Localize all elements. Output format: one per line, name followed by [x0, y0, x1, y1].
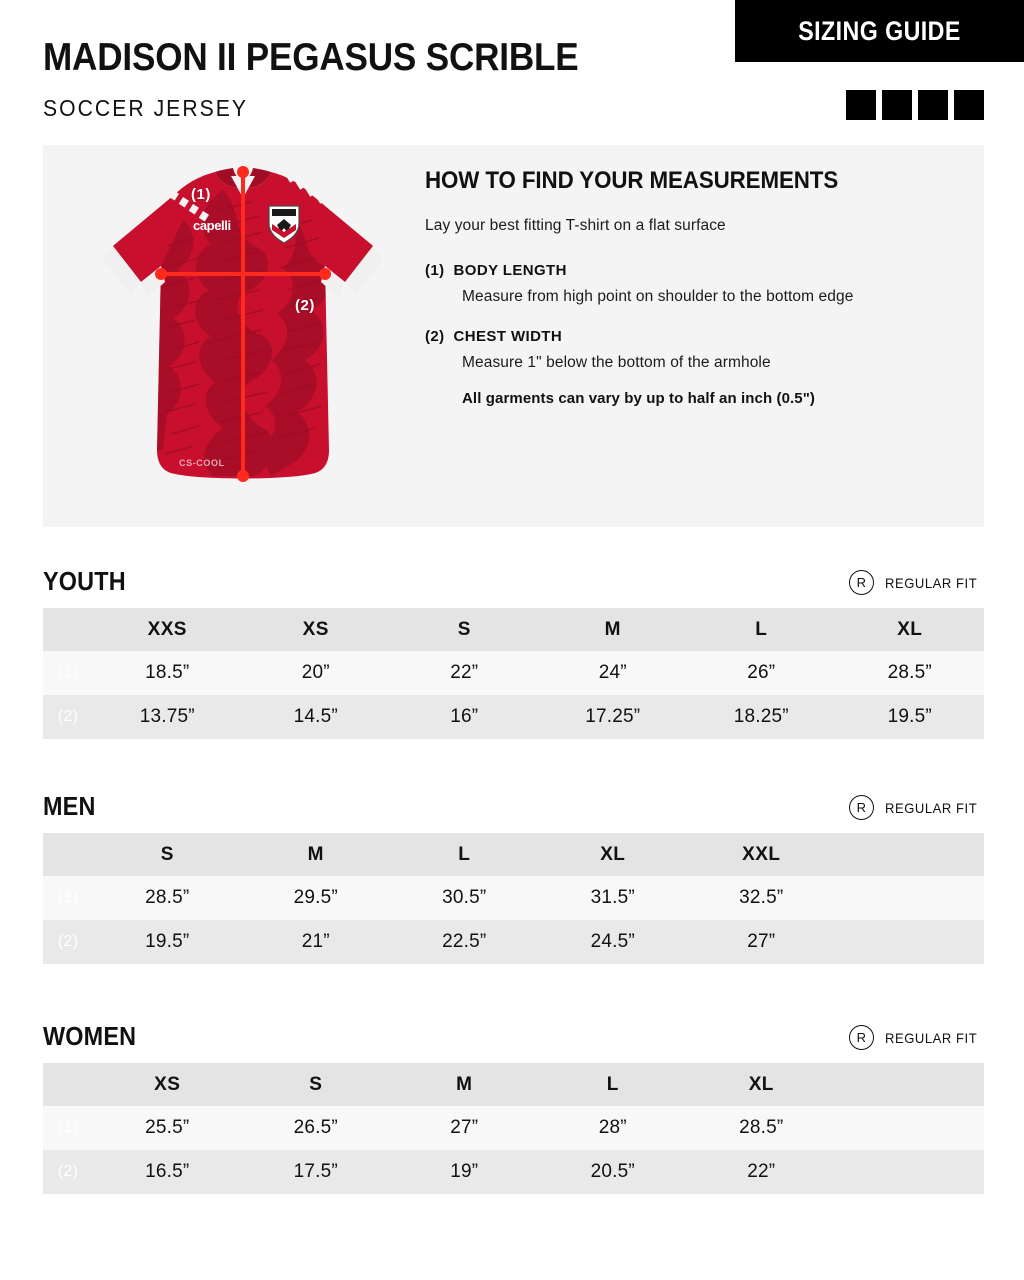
variance-note: All garments can vary by up to half an inch (0.5"): [462, 390, 816, 407]
instruction-description: Measure from high point on shoulder to the bottom edge: [462, 288, 854, 305]
table-column-header: [836, 1063, 985, 1106]
label-col-header: [43, 608, 93, 651]
table-header-row: [43, 833, 984, 876]
table-column-header: [539, 1063, 688, 1106]
table-cell: [93, 695, 242, 739]
label-col-header: [43, 1063, 93, 1106]
measurement-value: 28.5”: [145, 887, 190, 908]
section-header: [43, 568, 984, 606]
table-row: [43, 876, 984, 920]
color-swatch-list: [846, 90, 984, 120]
table-cell: [539, 695, 688, 739]
size-table-men: [43, 833, 984, 964]
fit-badge-women: [849, 1025, 984, 1050]
measurement-value: 16”: [450, 706, 479, 727]
table-column-header: [687, 1063, 836, 1106]
table-column-header: [390, 833, 539, 876]
measurement-value: 29.5”: [293, 887, 338, 908]
table-cell: [836, 695, 985, 739]
measurement-value: 20”: [301, 662, 330, 683]
size-label: L: [606, 1073, 619, 1095]
table-cell: [539, 1150, 688, 1194]
size-label: M: [307, 843, 324, 865]
table-cell: [687, 651, 836, 695]
table-cell: [93, 651, 242, 695]
table-cell: [390, 1106, 539, 1150]
measurement-value: 21”: [301, 931, 330, 952]
measurement-value: 26.5”: [293, 1117, 338, 1138]
measurement-value: 26”: [747, 662, 776, 683]
jersey-chest-width-marker: (2): [295, 297, 315, 314]
measurement-value: 31.5”: [590, 887, 635, 908]
fit-label: REGULAR FIT: [884, 799, 978, 816]
fit-label: REGULAR FIT: [884, 574, 978, 591]
page-title: MADISON II PEGASUS SCRIBLE: [43, 36, 579, 79]
table-cell: [242, 876, 391, 920]
fit-badge-men: [849, 795, 984, 820]
table-cell: [687, 695, 836, 739]
measurement-value: 19.5”: [887, 706, 932, 727]
table-cell: [687, 1106, 836, 1150]
table-column-header: [93, 1063, 242, 1106]
table-cell: [390, 876, 539, 920]
table-cell: [539, 651, 688, 695]
table-column-header: [242, 608, 391, 651]
table-cell: [242, 695, 391, 739]
instructions-title: HOW TO FIND YOUR MEASUREMENTS: [425, 167, 839, 194]
table-cell: [836, 876, 985, 920]
size-section-women: [43, 1023, 984, 1194]
fit-badge-youth: [849, 570, 984, 595]
page-subtitle: SOCCER JERSEY: [43, 95, 249, 121]
measurement-value: 14.5”: [293, 706, 338, 727]
instruction-item-body-length: [425, 262, 965, 306]
measurement-value: 24”: [598, 662, 627, 683]
table-column-header: [390, 1063, 539, 1106]
instructions-lead: Lay your best fitting T-shirt on a flat surface: [425, 217, 726, 234]
instruction-description: Measure 1" below the bottom of the armhole: [462, 354, 771, 371]
instruction-item-chest-width: [425, 328, 965, 372]
table-cell: [242, 920, 391, 964]
jersey-illustration: [73, 150, 413, 522]
row-label: (2): [43, 920, 93, 964]
size-label: S: [457, 618, 471, 640]
row-label: (2): [43, 1150, 93, 1194]
table-cell: [836, 651, 985, 695]
instruction-heading: [425, 328, 965, 345]
section-header: [43, 793, 984, 831]
section-title-men: MEN: [43, 791, 96, 821]
table-cell: [539, 1106, 688, 1150]
color-swatch[interactable]: [954, 90, 984, 120]
label-col-header: [43, 833, 93, 876]
measurement-value: 22”: [747, 1161, 776, 1182]
table-column-header: [836, 833, 985, 876]
size-label: L: [755, 618, 768, 640]
table-cell: [93, 1106, 242, 1150]
regular-fit-icon: R: [849, 795, 874, 820]
table-cell: [539, 920, 688, 964]
section-title-women: WOMEN: [43, 1021, 137, 1051]
table-cell: [242, 651, 391, 695]
table-cell: [687, 1150, 836, 1194]
table-column-header: [390, 608, 539, 651]
size-label: S: [309, 1073, 323, 1095]
size-table-women: [43, 1063, 984, 1194]
table-cell: [836, 1150, 985, 1194]
measurement-value: 18.5”: [145, 662, 190, 683]
measurement-value: 27”: [450, 1117, 479, 1138]
row-label: (1): [43, 1106, 93, 1150]
size-label: XL: [897, 618, 923, 640]
measurement-value: 13.75”: [139, 706, 195, 727]
size-label: XL: [600, 843, 626, 865]
jersey-graphic: [73, 150, 413, 522]
measurement-value: 19.5”: [145, 931, 190, 952]
table-header-row: [43, 1063, 984, 1106]
table-column-header: [539, 608, 688, 651]
regular-fit-icon: R: [849, 1025, 874, 1050]
measurement-value: 28.5”: [739, 1117, 784, 1138]
measurement-value: 24.5”: [590, 931, 635, 952]
table-header-row: [43, 608, 984, 651]
instruction-number: (2): [425, 328, 445, 345]
table-column-header: [242, 833, 391, 876]
size-label: XL: [748, 1073, 774, 1095]
table-cell: [390, 1150, 539, 1194]
table-row: [43, 1106, 984, 1150]
table-cell: [836, 1106, 985, 1150]
instruction-heading: [425, 262, 965, 279]
measurement-value: 25.5”: [145, 1117, 190, 1138]
table-cell: [687, 876, 836, 920]
size-label: XXS: [147, 618, 187, 640]
table-column-header: [687, 833, 836, 876]
hero-panel: [43, 145, 984, 527]
table-column-header: [539, 833, 688, 876]
row-label: (1): [43, 876, 93, 920]
table-cell: [390, 695, 539, 739]
table-cell: [93, 1150, 242, 1194]
sizing-guide-banner-label: SIZING GUIDE: [798, 15, 961, 46]
row-label: (1): [43, 651, 93, 695]
instruction-name: CHEST WIDTH: [453, 328, 563, 345]
table-cell: [390, 651, 539, 695]
table-cell: [836, 920, 985, 964]
instruction-number: (1): [425, 262, 445, 279]
table-column-header: [93, 608, 242, 651]
measurement-value: 19”: [450, 1161, 479, 1182]
table-cell: [242, 1106, 391, 1150]
table-column-header: [687, 608, 836, 651]
row-label: (2): [43, 695, 93, 739]
measurement-instructions: [425, 167, 965, 407]
size-label: L: [458, 843, 471, 865]
table-row: [43, 695, 984, 739]
table-cell: [93, 876, 242, 920]
section-title-youth: YOUTH: [43, 566, 126, 596]
regular-fit-icon: R: [849, 570, 874, 595]
section-header: [43, 1023, 984, 1061]
color-swatch[interactable]: [918, 90, 948, 120]
measurement-value: 28.5”: [887, 662, 932, 683]
size-label: M: [604, 618, 621, 640]
size-section-youth: [43, 568, 984, 739]
table-cell: [539, 876, 688, 920]
table-cell: [93, 920, 242, 964]
size-label: XS: [302, 618, 329, 640]
measurement-value: 28”: [598, 1117, 627, 1138]
fit-label: REGULAR FIT: [884, 1029, 978, 1046]
table-cell: [242, 1150, 391, 1194]
measurement-value: 22.5”: [442, 931, 487, 952]
color-swatch[interactable]: [882, 90, 912, 120]
size-label: M: [456, 1073, 473, 1095]
instruction-name: BODY LENGTH: [453, 262, 567, 279]
measurement-value: 17.25”: [585, 706, 641, 727]
measurement-value: 27”: [747, 931, 776, 952]
table-row: [43, 920, 984, 964]
table-column-header: [242, 1063, 391, 1106]
table-column-header: [93, 833, 242, 876]
table-cell: [687, 920, 836, 964]
color-swatch[interactable]: [846, 90, 876, 120]
table-row: [43, 651, 984, 695]
table-cell: [390, 920, 539, 964]
size-table-youth: [43, 608, 984, 739]
cs-cool-tech-mark: CS-COOL: [179, 458, 225, 468]
measurement-value: 22”: [450, 662, 479, 683]
measurement-value: 30.5”: [442, 887, 487, 908]
size-label: XS: [154, 1073, 181, 1095]
capelli-brand-mark: capelli: [193, 218, 231, 233]
size-label: XXL: [742, 843, 781, 865]
size-section-men: [43, 793, 984, 964]
measurement-value: 32.5”: [739, 887, 784, 908]
measurement-value: 18.25”: [733, 706, 789, 727]
jersey-body-length-marker: (1): [191, 186, 211, 203]
measurement-value: 17.5”: [293, 1161, 338, 1182]
sizing-guide-banner: [735, 0, 1024, 62]
measurement-value: 20.5”: [590, 1161, 635, 1182]
table-row: [43, 1150, 984, 1194]
size-label: S: [160, 843, 174, 865]
table-column-header: [836, 608, 985, 651]
measurement-value: 16.5”: [145, 1161, 190, 1182]
